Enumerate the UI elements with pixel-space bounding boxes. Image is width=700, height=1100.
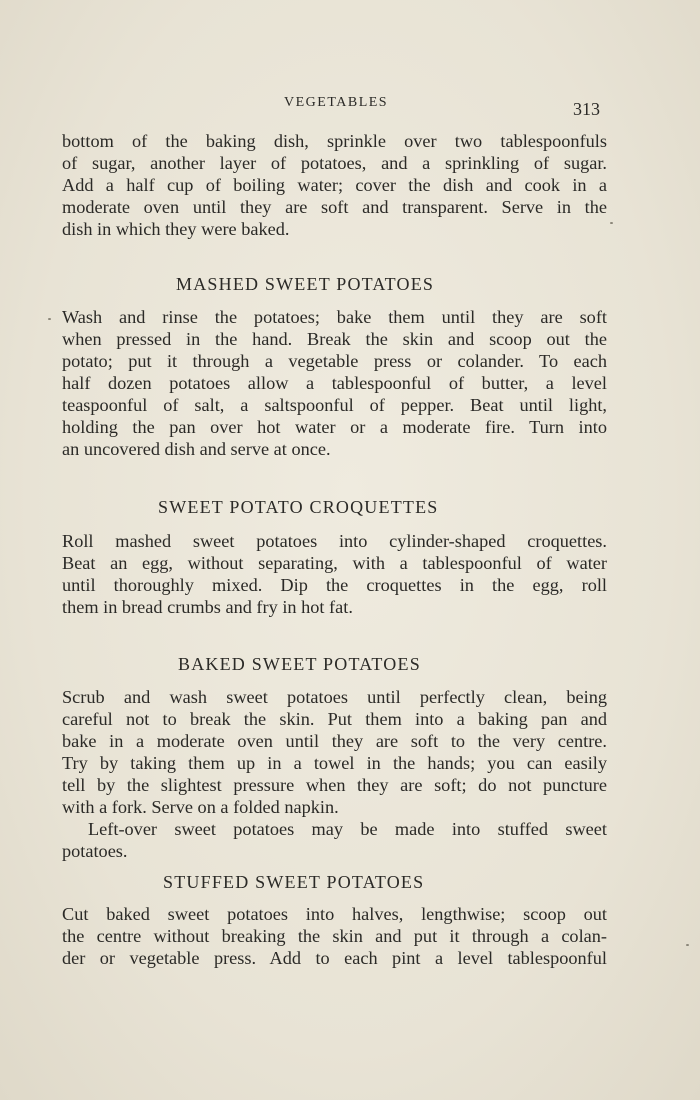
paragraph-stuffed-sweet-potatoes: [62, 903, 607, 969]
text-line: dish in which they were baked.: [62, 219, 290, 239]
text-line: potato; put it through a vegetable press or colander. To each: [62, 351, 607, 371]
text-line: an uncovered dish and serve at once.: [62, 439, 331, 459]
paragraph-baked-sweet-potatoes: [62, 686, 607, 862]
text-line: Scrub and wash sweet potatoes until perfectly clean, being: [62, 687, 607, 707]
text-line: bake in a moderate oven until they are soft to the very centre.: [62, 731, 607, 751]
text-line: half dozen potatoes allow a tablespoonful of butter, a level: [62, 373, 607, 393]
paragraph-continued: [62, 130, 607, 240]
heading-sweet-potato-croquettes: SWEET POTATO CROQUETTES: [158, 497, 439, 517]
paper-speck: [610, 222, 613, 224]
text-line: Wash and rinse the potatoes; bake them until they are soft: [62, 307, 607, 327]
text-line: moderate oven until they are soft and transparent. Serve in the: [62, 197, 607, 217]
running-head: VEGETABLES: [284, 95, 389, 110]
text-line: potatoes.: [62, 841, 128, 861]
paper-speck: [686, 944, 689, 946]
text-line: them in bread crumbs and fry in hot fat.: [62, 597, 353, 617]
text-line: Try by taking them up in a towel in the hands; you can easily: [62, 753, 607, 773]
paper-speck: [48, 318, 51, 320]
text-line: careful not to break the skin. Put them into a baking pan and: [62, 709, 607, 729]
paragraph-mashed-sweet-potatoes: [62, 306, 607, 460]
text-line: Add a half cup of boiling water; cover the dish and cook in a: [62, 175, 607, 195]
text-line: Cut baked sweet potatoes into halves, lengthwise; scoop out: [62, 904, 607, 924]
heading-stuffed-sweet-potatoes: STUFFED SWEET POTATOES: [163, 872, 425, 892]
text-line: holding the pan over hot water or a moderate fire. Turn into: [62, 417, 607, 437]
text-line: bottom of the baking dish, sprinkle over two tablespoonfuls: [62, 131, 607, 151]
text-line: with a fork. Serve on a folded napkin.: [62, 797, 339, 817]
heading-mashed-sweet-potatoes: MASHED SWEET POTATOES: [176, 274, 435, 294]
text-line: the centre without breaking the skin and put it through a colan-: [62, 926, 607, 946]
text-line: until thoroughly mixed. Dip the croquettes in the egg, roll: [62, 575, 607, 595]
text-line: Beat an egg, without separating, with a tablespoonful of water: [62, 553, 607, 573]
page-number: 313: [573, 99, 600, 119]
text-line: of sugar, another layer of potatoes, and a sprinkling of sugar.: [62, 153, 607, 173]
text-line: tell by the slightest pressure when they are soft; do not puncture: [62, 775, 607, 795]
heading-baked-sweet-potatoes: BAKED SWEET POTATOES: [178, 654, 421, 674]
text-line: Roll mashed sweet potatoes into cylinder-shaped croquettes.: [62, 531, 607, 551]
text-line: teaspoonful of salt, a saltspoonful of pepper. Beat until light,: [62, 395, 607, 415]
text-line: Left-over sweet potatoes may be made into stuffed sweet: [88, 819, 607, 839]
text-line: when pressed in the hand. Break the skin and scoop out the: [62, 329, 607, 349]
text-line: der or vegetable press. Add to each pint a level tablespoonful: [62, 948, 607, 968]
paragraph-sweet-potato-croquettes: [62, 530, 607, 618]
